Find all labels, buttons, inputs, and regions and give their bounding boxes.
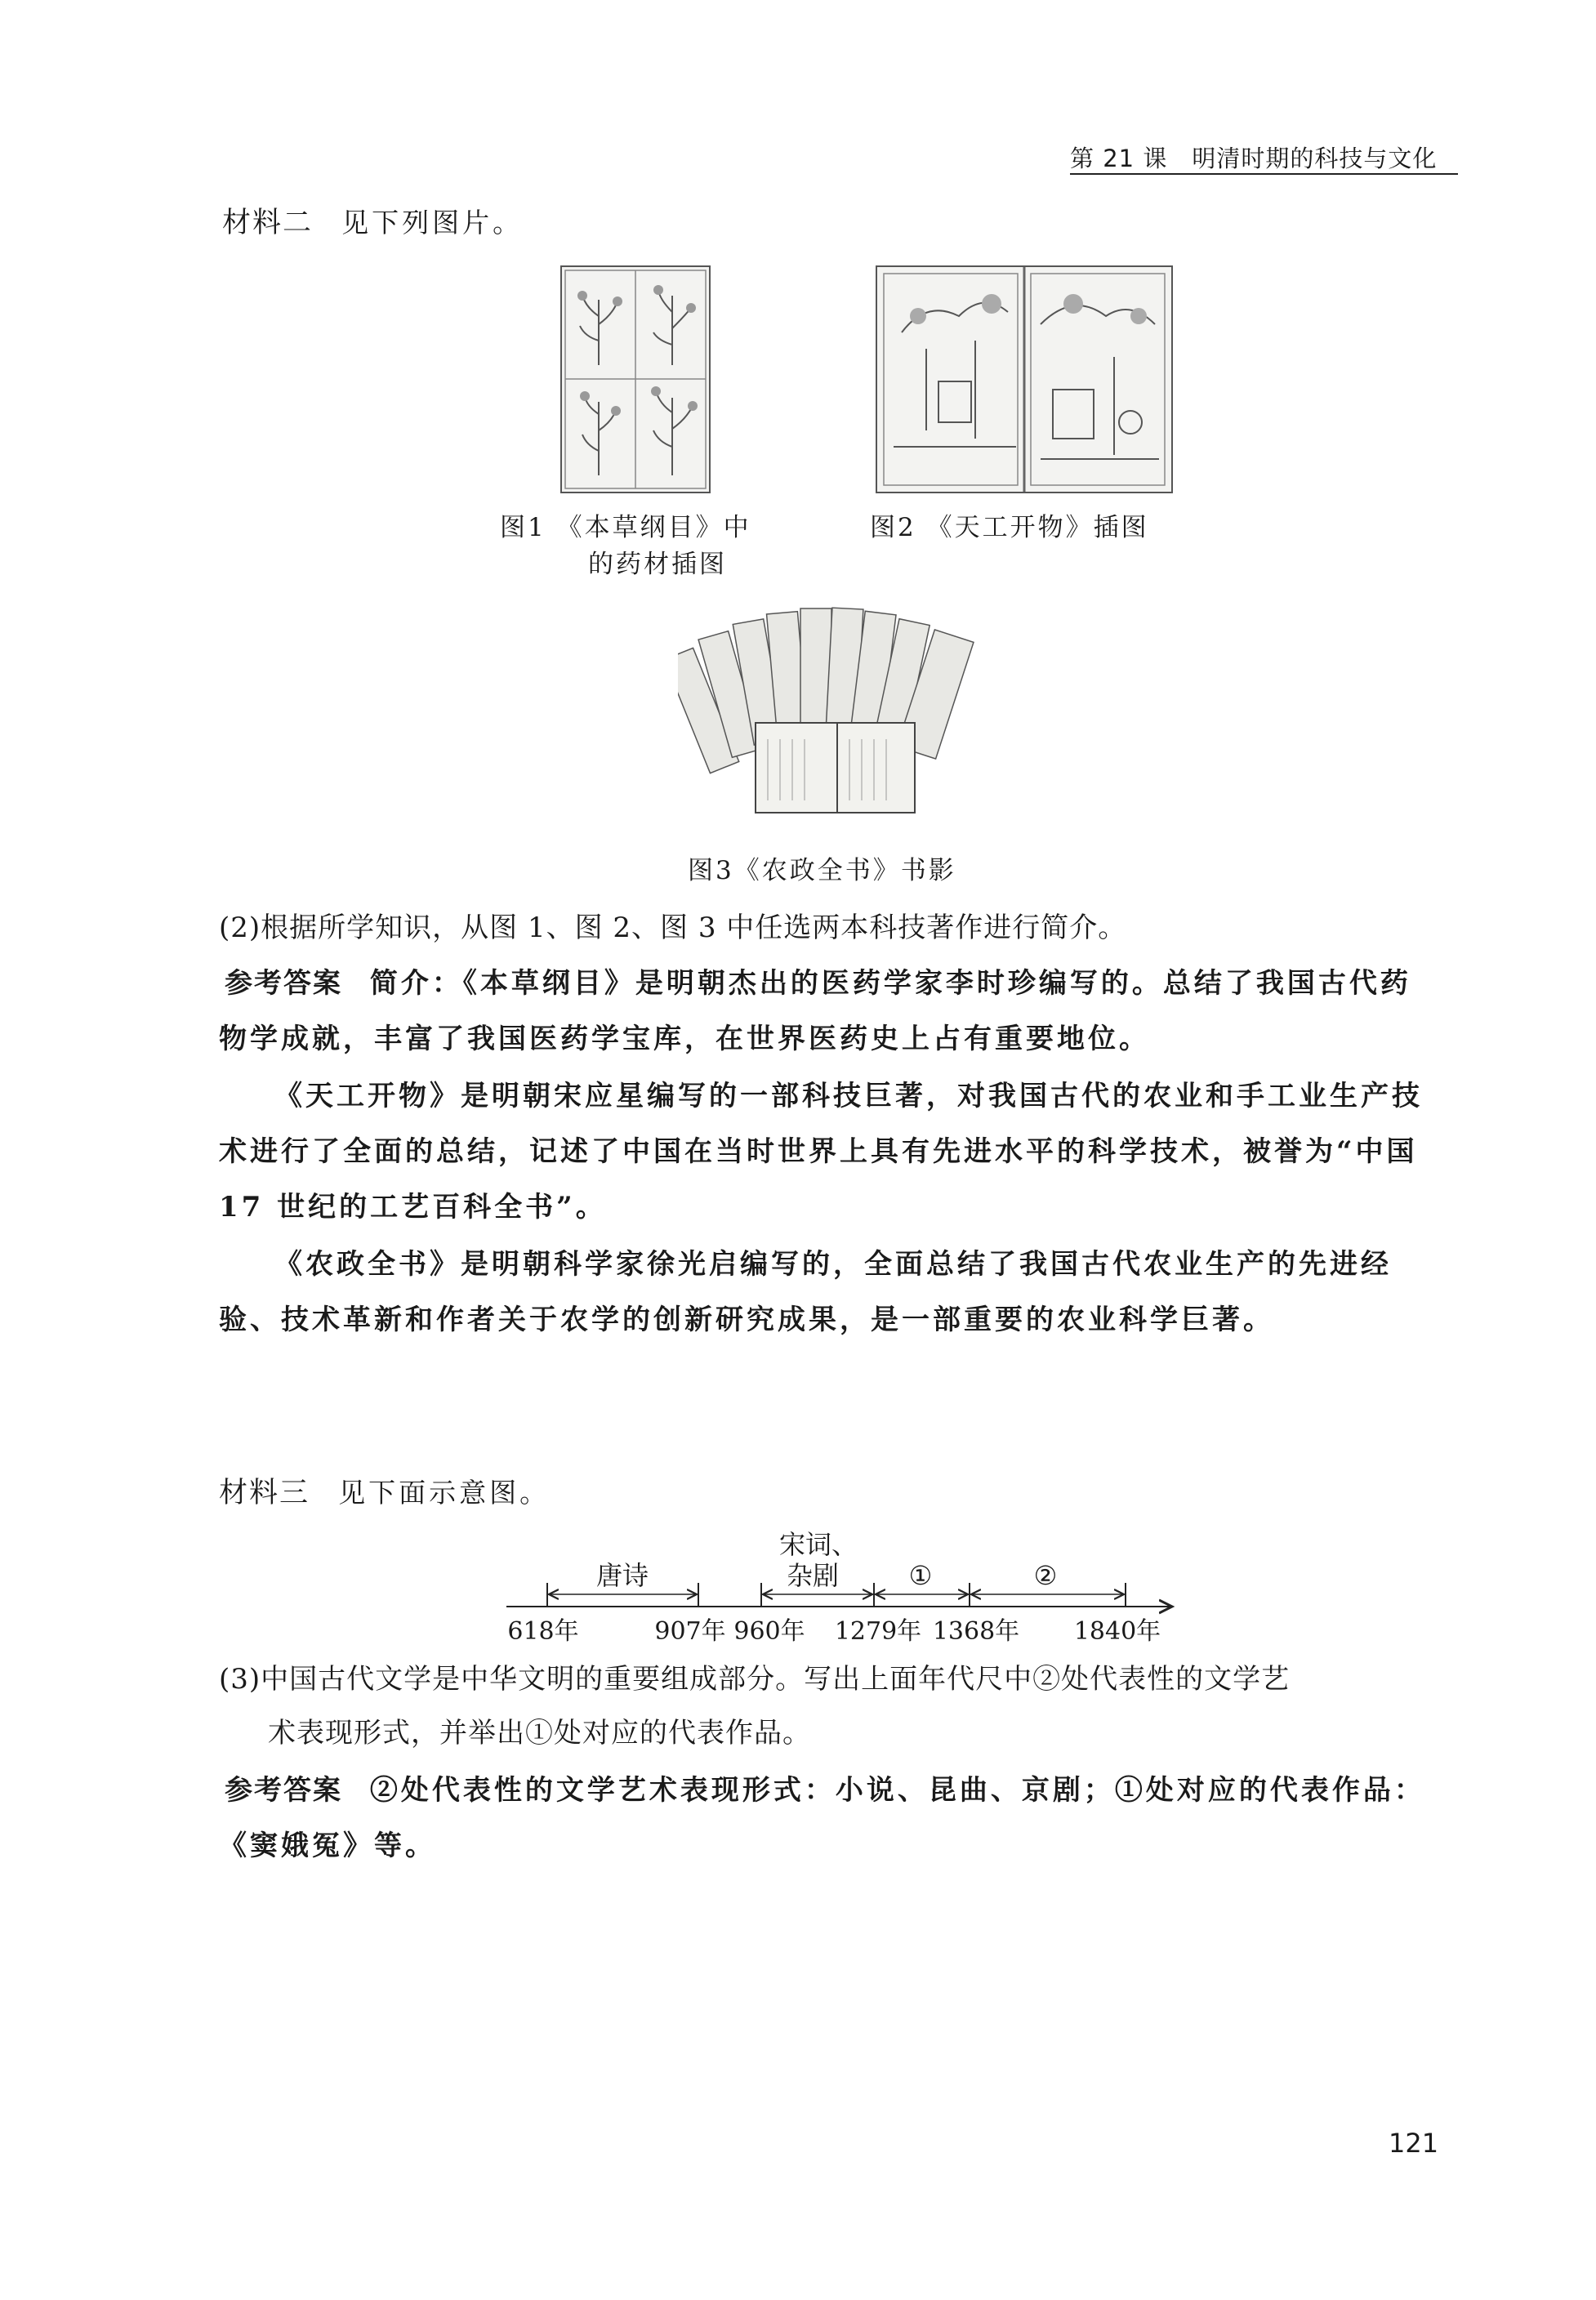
- question2-answer-p3-line1: 《农政全书》是明朝科学家徐光启编写的，全面总结了我国古代农业生产的先进经: [274, 1248, 1392, 1281]
- question2-answer-p1-line2: 物学成就，丰富了我国医药学宝库，在世界医药史上占有重要地位。: [219, 1023, 1150, 1055]
- material3-label: 材料三: [219, 1477, 310, 1509]
- material2-label: 材料二: [222, 207, 314, 239]
- figure3-book-photo: [678, 600, 988, 821]
- question2-answer-p2-line3: 17 世纪的工艺百科全书”。: [219, 1191, 607, 1224]
- figure1-herb-illustration: [560, 265, 711, 493]
- material2-heading: [222, 200, 523, 241]
- figure2-tiangong-illustration: [876, 265, 1173, 493]
- timeline-segment-song-line1: 宋词、: [778, 1529, 858, 1560]
- question2-text: (2)根据所学知识，从图 1、图 2、图 3 中任选两本科技著作进行简介。: [219, 912, 1127, 944]
- question3-answer-label: 参考答案: [225, 1774, 342, 1807]
- timeline-year-1279: 1279年: [834, 1617, 922, 1646]
- timeline-segment-song-line2: 杂剧: [786, 1560, 840, 1591]
- figure1-caption-line1: 图1 《本草纲目》中: [500, 513, 751, 542]
- timeline-year-907: 907年: [654, 1617, 726, 1646]
- material2-desc: 见下列图片。: [341, 207, 524, 238]
- timeline-segment-2: ②: [1033, 1560, 1058, 1591]
- timeline-segment-1: ①: [908, 1560, 933, 1591]
- books-fan-icon: [678, 600, 988, 821]
- question2-answer-p1-line1: [225, 956, 1466, 1011]
- answer3-line1-text: ②处代表性的文学艺术表现形式：小说、昆曲、京剧；①处对应的代表作品：: [369, 1774, 1425, 1807]
- craft-illustration-icon: [877, 267, 1171, 492]
- page-number: 121: [1389, 2128, 1439, 2159]
- timeline-year-1840: 1840年: [1073, 1617, 1161, 1646]
- timeline-segment-tang: 唐诗: [595, 1560, 649, 1591]
- figure3-caption: 图3《农政全书》书影: [688, 856, 956, 885]
- timeline-diagram: [498, 1527, 1184, 1650]
- question2-answer-p2-line2: 术进行了全面的总结，记述了中国在当时世界上具有先进水平的科学技术，被誉为“中国: [219, 1135, 1418, 1168]
- question3-text-line2: 术表现形式，并举出①处对应的代表作品。: [268, 1717, 811, 1750]
- timeline-year-960: 960年: [733, 1617, 805, 1646]
- header-rule: [1070, 173, 1458, 175]
- question3-text-line1: (3)中国古代文学是中华文明的重要组成部分。写出上面年代尺中②处代表性的文学艺: [219, 1663, 1291, 1696]
- figure2-caption: 图2 《天工开物》插图: [870, 513, 1149, 542]
- answer-p1-line1-text: 简介：《本草纲目》是明朝杰出的医药学家李时珍编写的。总结了我国古代药: [369, 967, 1411, 1000]
- question2-answer-p2-line1: 《天工开物》是明朝宋应星编写的一部科技巨著，对我国古代的农业和手工业生产技: [274, 1080, 1423, 1112]
- question2-answer-p3-line2: 验、技术革新和作者关于农学的创新研究成果，是一部重要的农业科学巨著。: [219, 1304, 1274, 1336]
- timeline-year-1368: 1368年: [932, 1617, 1020, 1646]
- herb-illustration-icon: [562, 267, 709, 492]
- question2-answer-label: 参考答案: [225, 967, 342, 1000]
- timeline-year-618: 618年: [507, 1617, 579, 1646]
- material3-desc: 见下面示意图。: [338, 1477, 551, 1509]
- material3-heading: [219, 1470, 550, 1511]
- question3-answer-line2: 《窦娥冤》等。: [219, 1830, 436, 1862]
- question3-answer-line1: [225, 1763, 1466, 1818]
- running-header: 第 21 课 明清时期的科技与文化: [1070, 145, 1438, 172]
- figure1-caption-line2: 的药材插图: [588, 550, 727, 579]
